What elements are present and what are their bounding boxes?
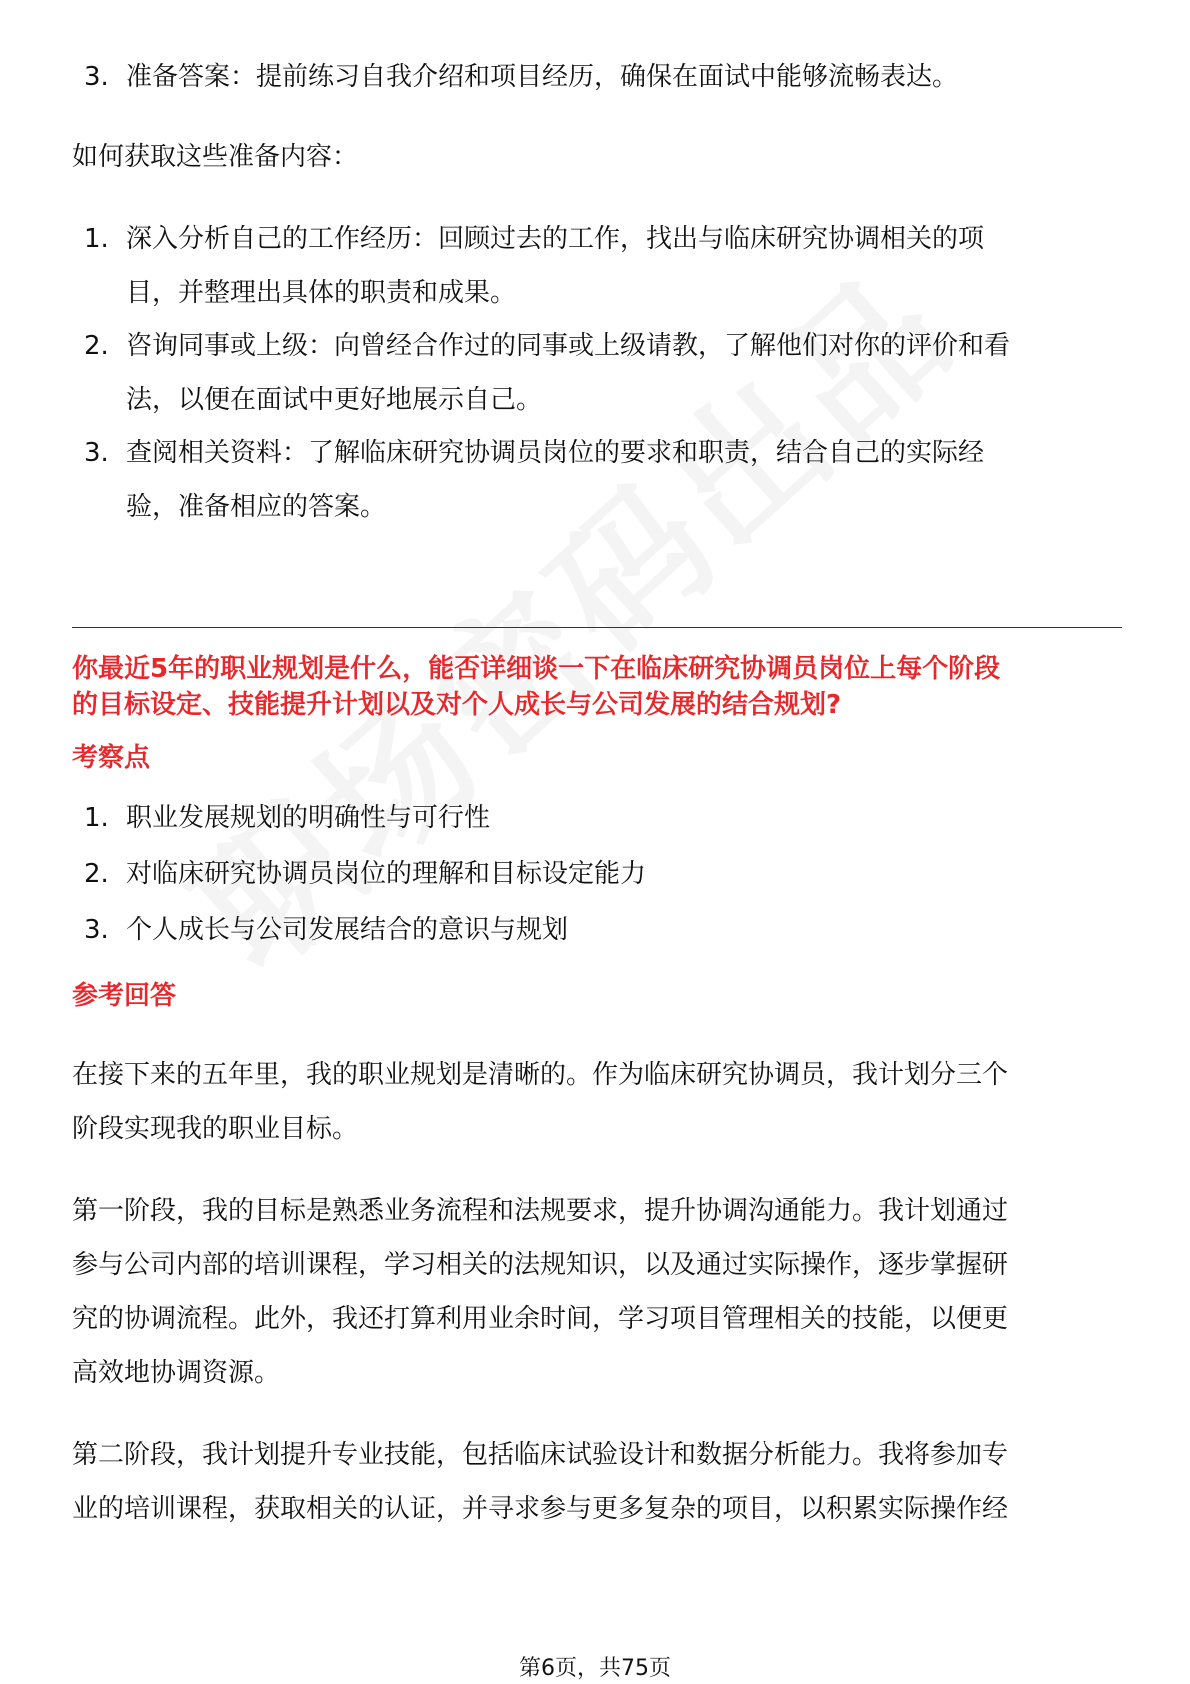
list-item-text: 目，并整理出具体的职责和成果。 — [126, 278, 517, 308]
paragraph-line: 业的培训课程，获取相关的认证，并寻求参与更多复杂的项目，以积累实际操作经 — [72, 1494, 1009, 1524]
list-item-text: 准备答案：提前练习自我介绍和项目经历，确保在面试中能够流畅表达。 — [126, 62, 959, 92]
paragraph-line: 究的协调流程。此外，我还打算利用业余时间，学习项目管理相关的技能，以便更 — [72, 1304, 1009, 1334]
list-number: 1. — [84, 224, 109, 254]
list-item-text: 法，以便在面试中更好地展示自己。 — [126, 385, 543, 415]
list-number: 1. — [84, 803, 109, 833]
list-item-text: 深入分析自己的工作经历：回顾过去的工作，找出与临床研究协调相关的项 — [126, 224, 985, 254]
list-item-text: 对临床研究协调员岗位的理解和目标设定能力 — [126, 859, 647, 889]
answer-heading: 参考回答 — [72, 981, 177, 1011]
list-item-text: 验，准备相应的答案。 — [126, 492, 387, 522]
question-title: 的目标设定、技能提升计划以及对个人成长与公司发展的结合规划? — [72, 690, 842, 720]
question-title: 你最近5年的职业规划是什么，能否详细谈一下在临床研究协调员岗位上每个阶段 — [72, 654, 1001, 684]
paragraph-line: 阶段实现我的职业目标。 — [72, 1114, 359, 1144]
kaochadian-heading: 考察点 — [72, 743, 151, 773]
list-item-text: 咨询同事或上级：向曾经合作过的同事或上级请教，了解他们对你的评价和看 — [126, 331, 1011, 361]
section-divider — [72, 627, 1122, 628]
paragraph-line: 参与公司内部的培训课程，学习相关的法规知识，以及通过实际操作，逐步掌握研 — [72, 1250, 1009, 1280]
paragraph-line: 在接下来的五年里，我的职业规划是清晰的。作为临床研究协调员，我计划分三个 — [72, 1060, 1009, 1090]
paragraph-line: 第一阶段，我的目标是熟悉业务流程和法规要求，提升协调沟通能力。我计划通过 — [72, 1196, 1009, 1226]
list-number: 3. — [84, 438, 109, 468]
list-item-text: 个人成长与公司发展结合的意识与规划 — [126, 915, 569, 945]
paragraph-line: 第二阶段，我计划提升专业技能，包括临床试验设计和数据分析能力。我将参加专 — [72, 1440, 1009, 1470]
paragraph-line: 高效地协调资源。 — [72, 1358, 281, 1388]
list-number: 3. — [84, 62, 109, 92]
list-number: 2. — [84, 859, 109, 889]
section-heading: 如何获取这些准备内容： — [72, 142, 359, 172]
list-number: 3. — [84, 915, 109, 945]
page-footer: 第6页，共75页 — [519, 1656, 671, 1681]
list-item-text: 查阅相关资料：了解临床研究协调员岗位的要求和职责，结合自己的实际经 — [126, 438, 985, 468]
list-item-text: 职业发展规划的明确性与可行性 — [126, 803, 491, 833]
list-number: 2. — [84, 331, 109, 361]
